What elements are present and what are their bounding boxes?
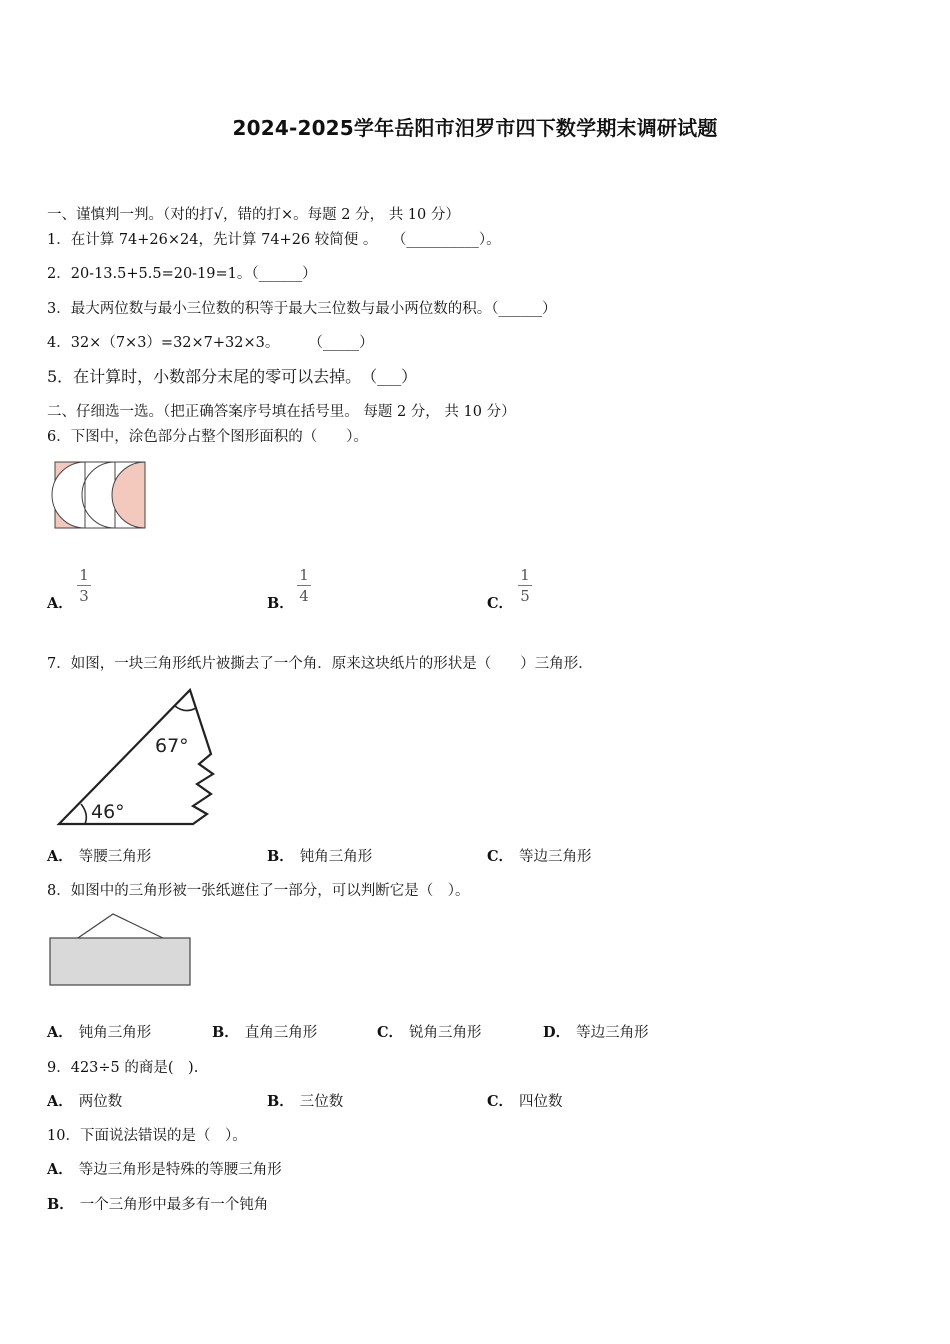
q9-option-a-label: A． [47,1093,73,1110]
question-7-stem: 7．如图，一块三角形纸片被撕去了一个角．原来这块纸片的形状是（ ）三角形． [47,656,593,672]
section1-heading: 一、谨慎判一判。（对的打√，错的打×。每题 2 分， 共 10 分） [47,207,460,223]
question-6-stem: 6．下图中，涂色部分占整个图形面积的（ ）。 [47,429,368,445]
q6-c-denominator: 5 [520,587,530,605]
section2-heading: 二、仔细选一选。（把正确答案序号填在括号里。 每题 2 分， 共 10 分） [47,404,516,420]
q8-option-a-label: A． [47,1024,73,1041]
q10-option-b-text: 一个三角形中最多有一个钝角 [79,1197,269,1213]
q6-c-numerator: 1 [520,566,530,584]
q8-option-a-text: 钝角三角形 [78,1025,152,1041]
q7-option-a-label: A． [47,848,73,865]
question-2: 2．20-13.5+5.5=20-19=1。（______） [47,266,317,282]
question-3: 3．最大两位数与最小三位数的积等于最大三位数与最小两位数的积。（______） [47,301,557,317]
q10-option-b-label: B． [47,1196,74,1213]
q6-option-a-label: A． [47,595,73,612]
q7-torn-triangle [55,688,220,828]
q7-option-a[interactable] [47,845,151,866]
q7-option-c-text: 等边三角形 [519,849,592,865]
q6-option-c-label: C． [487,595,514,612]
question-4: 4．32×（7×3）=32×7+32×3。 （_____） [47,335,374,351]
q6-option-b-label: B． [267,595,294,612]
q7-angle-left: 46° [91,801,125,823]
q9-option-b-text: 三位数 [299,1094,344,1110]
q9-option-c-text: 四位数 [519,1094,563,1110]
q8-option-c-label: C． [377,1024,404,1041]
q9-option-a[interactable] [47,1090,122,1111]
page-title: 2024-2025学年岳阳市汨罗市四下数学期末调研试题 [232,116,718,140]
q9-option-c[interactable] [487,1090,563,1111]
q7-option-b-label: B． [267,848,294,865]
q6-a-numerator: 1 [79,566,89,584]
q8-option-d-label: D． [543,1024,571,1041]
q7-angle-top: 67° [155,735,189,757]
q8-option-a[interactable] [47,1021,151,1042]
q6-option-a[interactable] [47,592,79,613]
q9-option-c-label: C． [487,1093,514,1110]
q8-option-b[interactable] [212,1021,317,1042]
q8-option-b-label: B． [212,1024,239,1041]
q7-option-c[interactable] [487,845,592,866]
q6-option-b[interactable] [267,592,300,613]
q9-option-b-label: B． [267,1093,294,1110]
q7-option-b[interactable] [267,845,372,866]
q7-option-c-label: C． [487,848,514,865]
q9-option-a-text: 两位数 [78,1094,123,1110]
q6-option-b-fraction [297,567,311,604]
q6-figure [55,462,147,530]
q6-b-denominator: 4 [299,587,309,605]
q8-option-c[interactable] [377,1021,482,1042]
q8-option-d-text: 等边三角形 [576,1025,649,1041]
q7-option-b-text: 钝角三角形 [299,849,373,865]
q6-option-a-fraction [77,567,91,604]
q10-option-a-label: A． [47,1161,73,1178]
q9-option-b[interactable] [267,1090,343,1111]
question-9-stem: 9．423÷5 的商是( ). [47,1060,199,1076]
q10-option-b[interactable] [47,1193,268,1214]
q8-covered-triangle [49,912,193,988]
q10-option-a-text: 等边三角形是特殊的等腰三角形 [78,1162,282,1178]
q6-option-c-fraction [518,567,532,604]
q8-option-b-text: 直角三角形 [244,1025,318,1041]
q6-a-denominator: 3 [79,587,89,605]
q6-b-numerator: 1 [299,566,309,584]
q8-option-d[interactable] [543,1021,649,1042]
question-8-stem: 8．如图中的三角形被一张纸遮住了一部分，可以判断它是（ ）。 [47,883,470,899]
question-5: 5．在计算时，小数部分末尾的零可以去掉。 （___） [47,367,418,386]
q7-option-a-text: 等腰三角形 [78,849,152,865]
q10-option-a[interactable] [47,1158,282,1179]
q6-option-c[interactable] [487,592,519,613]
q8-option-c-text: 锐角三角形 [409,1025,482,1041]
question-1: 1．在计算 74+26×24，先计算 74+26 较简便 。 （__________）。 [47,232,501,248]
question-10-stem: 10．下面说法错误的是（ ）。 [47,1128,247,1144]
